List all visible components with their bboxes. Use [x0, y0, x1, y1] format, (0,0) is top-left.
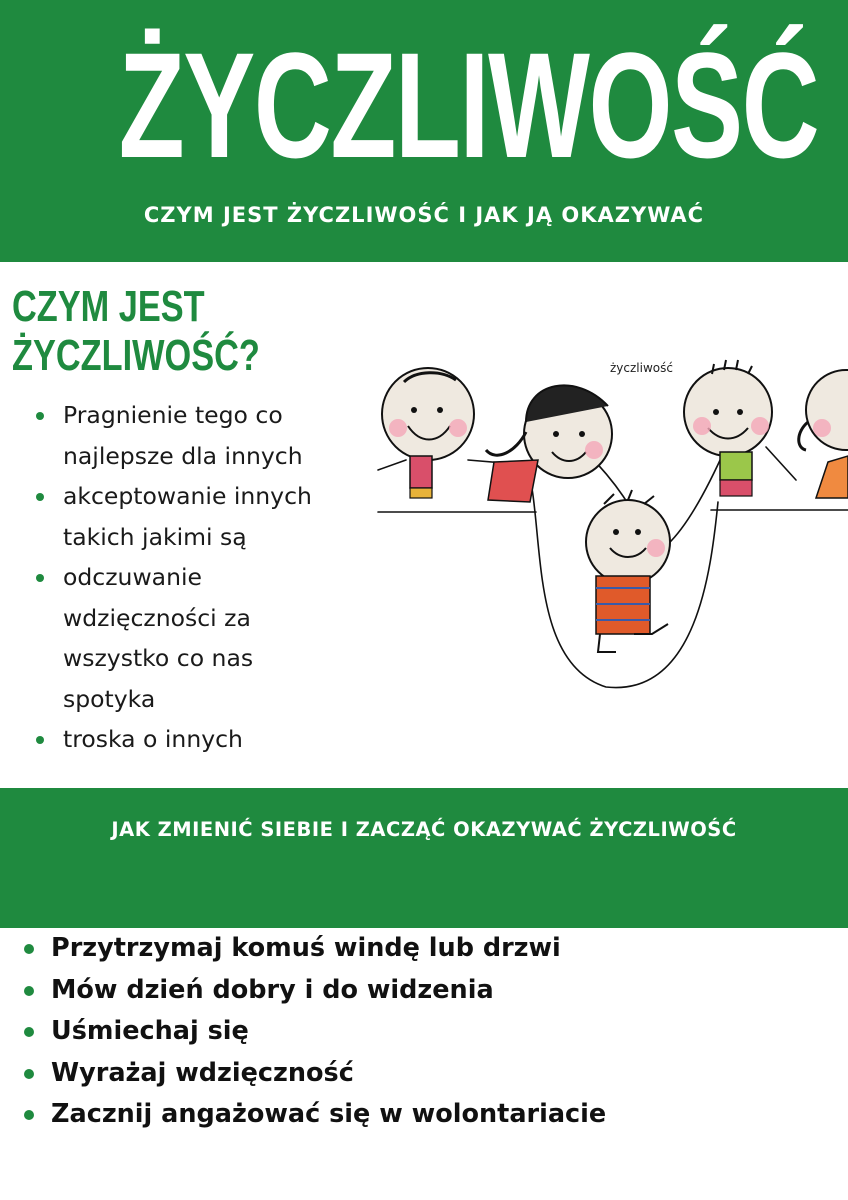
tip-text: Przytrzymaj komuś windę lub drzwi	[51, 933, 561, 963]
bullet-icon	[24, 986, 34, 996]
list-item-line: akceptowanie innych	[63, 482, 312, 510]
page-title: ŻYCZLIWOŚĆ	[118, 21, 819, 189]
bullet-icon	[24, 1069, 34, 1079]
list-item-line: najlepsze dla innych	[63, 441, 303, 470]
list-item-line: wszystko co nas	[63, 644, 254, 672]
list-item	[22, 1094, 606, 1136]
tip-text: Uśmiechaj się	[51, 1016, 249, 1046]
list-item	[22, 1053, 606, 1095]
child-3	[586, 490, 670, 652]
bullet-icon	[24, 944, 34, 954]
definition-heading-line2: ŻYCZLIWOŚĆ?	[12, 331, 260, 380]
list-item-line: Pragnienie tego co	[63, 401, 283, 429]
list-item-line: wdzięczności za	[63, 603, 251, 632]
tip-text: Mów dzień dobry i do widzenia	[51, 974, 494, 1005]
child-2	[486, 385, 612, 502]
tips-list	[22, 928, 606, 1136]
list-item-line: takich jakimi są	[63, 522, 247, 551]
illustration-caption: życzliwość	[610, 361, 673, 375]
definition-heading-line1: CZYM JEST	[12, 282, 205, 331]
bullet-icon	[36, 736, 44, 744]
list-item	[36, 395, 366, 476]
bullet-icon	[36, 574, 44, 582]
bullet-icon	[36, 493, 44, 501]
list-item	[36, 476, 366, 557]
tip-text: Zacznij angażować się w wolontariacie	[51, 1099, 607, 1129]
list-item-line: odczuwanie	[63, 563, 202, 591]
children-illustration	[376, 352, 848, 702]
child-4	[684, 360, 772, 496]
howto-band	[0, 788, 848, 928]
list-item	[36, 719, 366, 760]
list-item	[22, 928, 606, 970]
list-item	[36, 557, 366, 719]
list-item-line: spotyka	[63, 684, 156, 713]
child-1	[382, 368, 474, 498]
list-item	[22, 1011, 606, 1053]
list-item	[22, 970, 606, 1012]
child-5	[799, 370, 848, 498]
howto-heading: JAK ZMIENIĆ SIEBIE I ZACZĄĆ OKAZYWAĆ ŻYCZLIWOŚĆ	[111, 818, 737, 841]
definition-heading	[12, 282, 260, 380]
definition-list	[36, 395, 366, 760]
bullet-icon	[36, 412, 44, 420]
bullet-icon	[24, 1110, 34, 1120]
list-item-line: troska o innych	[63, 725, 243, 753]
bullet-icon	[24, 1027, 34, 1037]
tip-text: Wyrażaj wdzięczność	[51, 1057, 354, 1088]
page-subtitle: CZYM JEST ŻYCZLIWOŚĆ I JAK JĄ OKAZYWAĆ	[143, 203, 705, 227]
